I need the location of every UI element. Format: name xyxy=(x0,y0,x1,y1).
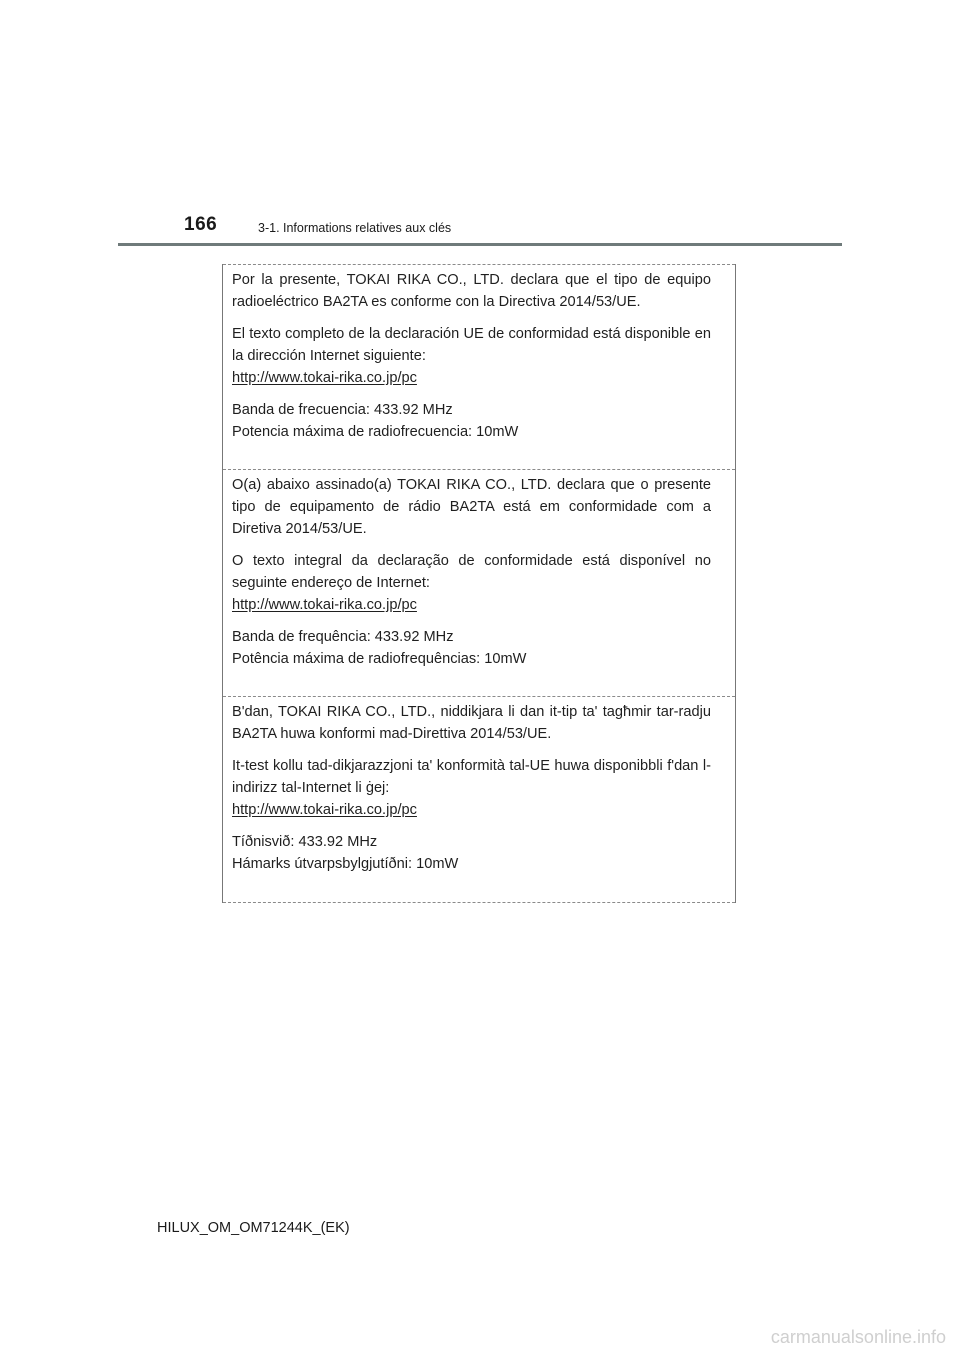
availability-text xyxy=(232,550,711,616)
availability-sentence: It-test kollu tad-dikjarazzjoni ta' konformità tal-UE huwa disponibbli f'dan l-indirizz tal-Internet li ġej: xyxy=(232,758,711,796)
declaration-block-spanish xyxy=(223,264,735,469)
availability-sentence: El texto completo de la declaración UE de conformidad está disponible en la dirección Internet siguiente: xyxy=(232,326,711,364)
declaration-block-maltese xyxy=(223,696,735,903)
declaration-link[interactable]: http://www.tokai-rika.co.jp/pc xyxy=(232,370,417,386)
spec-list xyxy=(232,399,711,443)
document-code: HILUX_OM_OM71244K_(EK) xyxy=(157,1220,350,1236)
declaration-text: Por la presente, TOKAI RIKA CO., LTD. declara que el tipo de equipo radioeléctrico BA2TA es conforme con la Directiva 2014/53/UE. xyxy=(232,272,711,310)
max-power: Potencia máxima de radiofrecuencia: 10mW xyxy=(232,424,519,440)
declaration-box xyxy=(222,264,736,903)
spec-list xyxy=(232,831,711,875)
max-power: Potência máxima de radiofrequências: 10mW xyxy=(232,651,527,667)
declaration-link[interactable]: http://www.tokai-rika.co.jp/pc xyxy=(232,597,417,613)
availability-text xyxy=(232,755,711,821)
page-number: 166 xyxy=(184,214,218,235)
declaration-text: B'dan, TOKAI RIKA CO., LTD., niddikjara li dan it-tip ta' tagħmir tar-radju BA2TA huwa konformi mad-Direttiva 2014/53/UE. xyxy=(232,704,711,742)
frequency-band: Banda de frecuencia: 433.92 MHz xyxy=(232,402,453,418)
spec-list xyxy=(232,626,711,670)
declaration-link[interactable]: http://www.tokai-rika.co.jp/pc xyxy=(232,802,417,818)
watermark: carmanualsonline.info xyxy=(770,1327,946,1347)
declaration-block-portuguese xyxy=(223,469,735,696)
header-rule xyxy=(118,243,842,246)
max-power: Hámarks útvarpsbylgjutíðni: 10mW xyxy=(232,856,459,872)
availability-text xyxy=(232,323,711,389)
availability-sentence: O texto integral da declaração de conformidade está disponível no seguinte endereço de Internet: xyxy=(232,553,711,591)
declaration-text: O(a) abaixo assinado(a) TOKAI RIKA CO., LTD. declara que o presente tipo de equipamento de rádio BA2TA está em conformidade com a Diretiva 2014/53/UE. xyxy=(232,477,711,537)
frequency-band: Tíðnisvið: 433.92 MHz xyxy=(232,834,378,850)
section-title: 3-1. Informations relatives aux clés xyxy=(258,221,452,235)
frequency-band: Banda de frequência: 433.92 MHz xyxy=(232,629,454,645)
